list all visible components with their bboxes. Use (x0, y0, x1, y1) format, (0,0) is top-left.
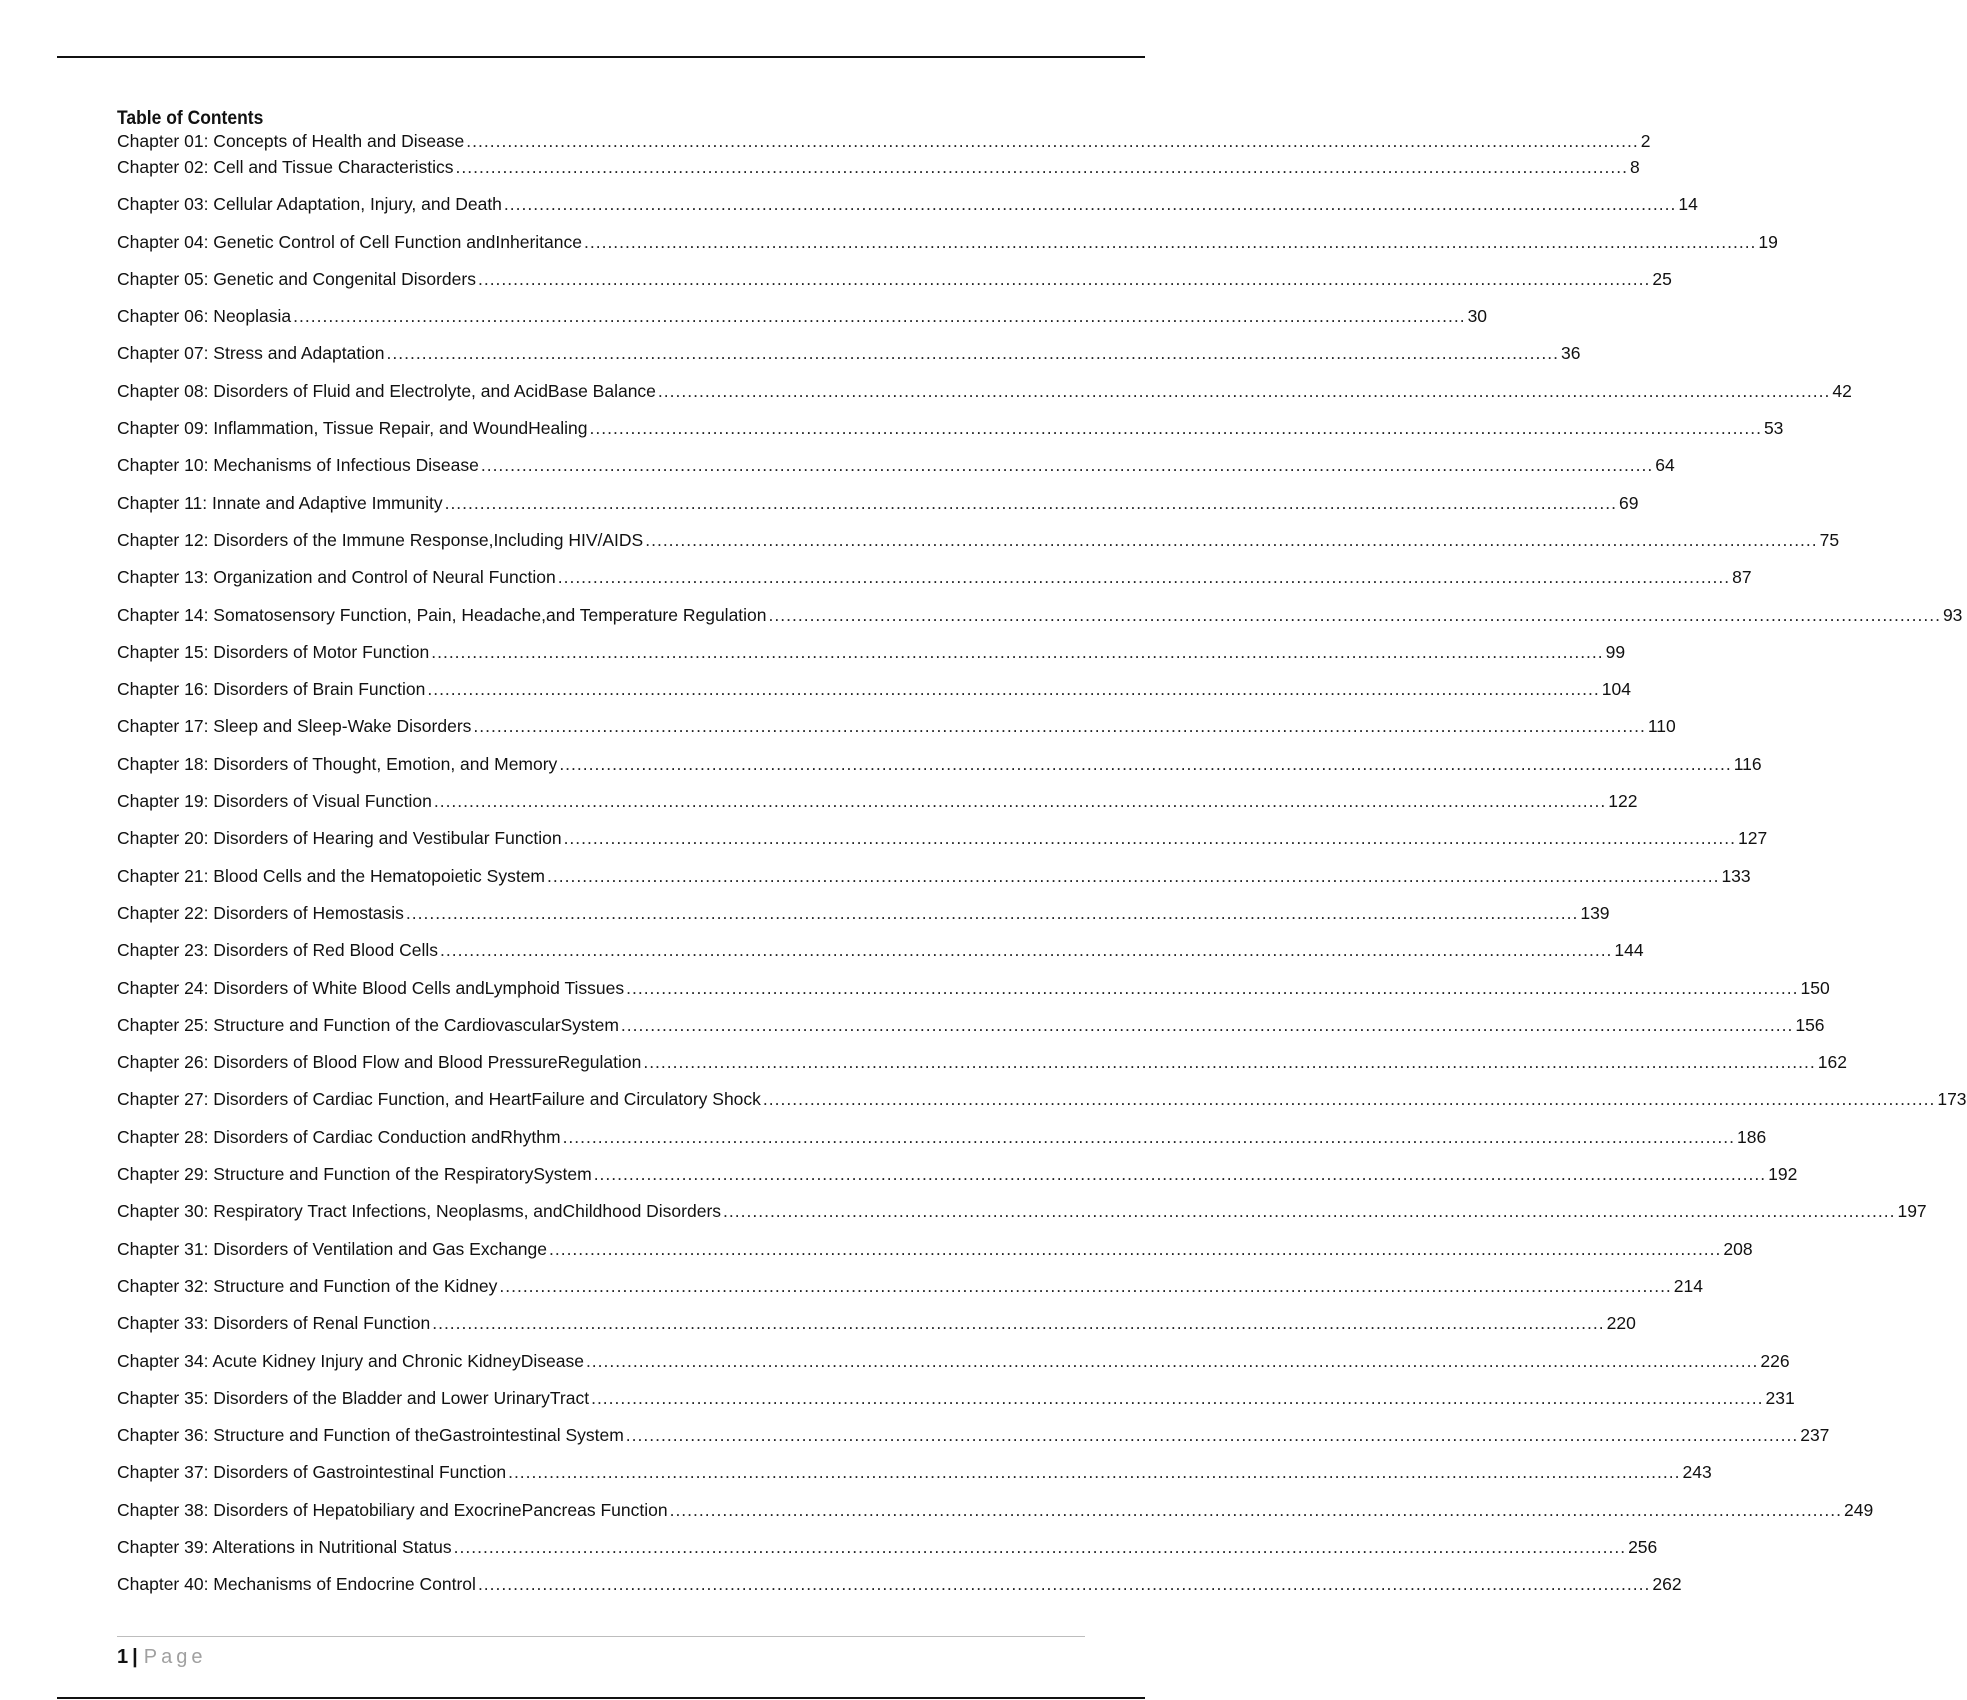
toc-entry[interactable] (117, 1014, 1825, 1051)
toc-entry-page-number: 127 (1737, 828, 1768, 849)
dot-leader (547, 865, 1719, 887)
toc-entry-page-number: 144 (1614, 940, 1644, 961)
toc-entry[interactable] (117, 1536, 1658, 1573)
toc-entry-label: Chapter 04: Genetic Control of Cell Function andInheritance (117, 231, 582, 252)
toc-entry-label: Chapter 01: Concepts of Health and Disease (117, 131, 465, 151)
toc-entry-page-number: 30 (1467, 306, 1488, 327)
toc-title: Table of Contents (117, 108, 264, 129)
toc-entry-page-number: 25 (1652, 268, 1672, 289)
toc-entry-label: Chapter 12: Disorders of the Immune Response,Including HIV/AIDS (117, 529, 644, 550)
toc-entry-label: Chapter 09: Inflammation, Tissue Repair, and WoundHealing (117, 418, 588, 439)
dot-leader (558, 566, 1730, 588)
footer-rule (117, 1636, 1085, 1637)
dot-leader (508, 1461, 1680, 1483)
toc-entry-label: Chapter 03: Cellular Adaptation, Injury, and Death (117, 194, 502, 215)
toc-entry-label: Chapter 18: Disorders of Thought, Emotion, and Memory (117, 753, 558, 774)
toc-entry[interactable] (117, 417, 1784, 454)
toc-entry-page-number: 104 (1601, 679, 1631, 700)
toc-entry-label: Chapter 13: Organization and Control of Neural Function (117, 567, 556, 588)
toc-entry[interactable] (117, 305, 1488, 342)
toc-entry-label: Chapter 31: Disorders of Ventilation and Gas Exchange (117, 1238, 547, 1259)
toc-entry[interactable] (117, 678, 1631, 715)
dot-leader (499, 1275, 1671, 1297)
toc-entry[interactable] (117, 1275, 1703, 1312)
toc-entry[interactable] (117, 130, 1651, 156)
toc-entry-label: Chapter 23: Disorders of Red Blood Cells (117, 940, 438, 961)
toc-entry[interactable] (117, 380, 1852, 417)
toc-entry-page-number: 93 (1942, 604, 1963, 625)
toc-entry-page-number: 42 (1832, 380, 1852, 401)
toc-entry[interactable] (117, 865, 1751, 902)
dot-leader (670, 1499, 1842, 1521)
toc-entry[interactable] (117, 604, 1963, 641)
page-label: Page (143, 1646, 207, 1668)
dot-leader (481, 454, 1653, 476)
toc-entry-label: Chapter 40: Mechanisms of Endocrine Control (117, 1574, 476, 1595)
toc-entry-label: Chapter 19: Disorders of Visual Function (117, 791, 432, 812)
dot-leader (427, 678, 1599, 700)
toc-entry[interactable] (117, 529, 1840, 566)
toc-entry-label: Chapter 15: Disorders of Motor Function (117, 641, 430, 662)
dot-leader (563, 1126, 1735, 1148)
dot-leader (658, 380, 1830, 402)
table-of-contents (117, 108, 1967, 1611)
footer-bottom-rule (57, 1697, 1145, 1699)
toc-entry[interactable] (117, 231, 1778, 268)
dot-leader (454, 1536, 1626, 1558)
toc-entry-page-number: 243 (1682, 1462, 1712, 1483)
toc-entry-page-number: 197 (1897, 1201, 1927, 1222)
toc-entry-page-number: 231 (1765, 1387, 1795, 1408)
toc-entry-label: Chapter 20: Disorders of Hearing and Vestibular Function (117, 828, 562, 849)
toc-entry[interactable] (117, 1387, 1795, 1424)
toc-entry-page-number: 133 (1721, 865, 1751, 886)
toc-entry-page-number: 8 (1629, 157, 1640, 177)
toc-entry[interactable] (117, 753, 1762, 790)
dot-leader (591, 1387, 1763, 1409)
toc-entry-label: Chapter 07: Stress and Adaptation (117, 343, 385, 364)
toc-entry-label: Chapter 02: Cell and Tissue Characteristics (117, 157, 454, 177)
toc-entry[interactable] (117, 193, 1698, 230)
toc-entry-label: Chapter 25: Structure and Function of the CardiovascularSystem (117, 1014, 619, 1035)
dot-leader (621, 1014, 1793, 1036)
toc-entry-page-number: 64 (1655, 455, 1675, 476)
toc-entry[interactable] (117, 566, 1752, 603)
dot-leader (584, 231, 1756, 253)
toc-entry[interactable] (117, 790, 1638, 827)
dot-leader (434, 790, 1606, 812)
toc-entry[interactable] (117, 1499, 1874, 1536)
toc-entry-page-number: 208 (1723, 1238, 1753, 1259)
toc-entry[interactable] (117, 1088, 1967, 1125)
toc-entry-label: Chapter 39: Alterations in Nutritional Status (117, 1536, 452, 1557)
dot-leader (387, 342, 1559, 364)
dot-leader (445, 492, 1617, 514)
dot-leader (645, 529, 1817, 551)
dot-leader (723, 1200, 1895, 1222)
toc-entry[interactable] (117, 1424, 1830, 1461)
header-rule (57, 56, 1145, 58)
toc-entry-label: Chapter 10: Mechanisms of Infectious Disease (117, 455, 479, 476)
toc-entry[interactable] (117, 342, 1581, 379)
toc-entry-label: Chapter 26: Disorders of Blood Flow and Blood PressureRegulation (117, 1052, 642, 1073)
dot-leader (466, 130, 1638, 152)
toc-entry-page-number: 19 (1758, 231, 1778, 252)
dot-leader (456, 156, 1628, 178)
dot-leader (549, 1238, 1721, 1260)
toc-entry-label: Chapter 29: Structure and Function of the RespiratorySystem (117, 1164, 592, 1185)
toc-entry[interactable] (117, 977, 1830, 1014)
dot-leader (431, 641, 1603, 663)
toc-list (117, 130, 1967, 1611)
dot-leader (626, 1424, 1798, 1446)
toc-entry[interactable] (117, 454, 1675, 491)
toc-entry[interactable] (117, 1051, 1847, 1088)
dot-leader (564, 827, 1736, 849)
toc-entry-page-number: 262 (1652, 1574, 1682, 1595)
toc-entry-page-number: 99 (1605, 641, 1626, 662)
page-number: 1 (117, 1646, 129, 1668)
toc-entry-page-number: 116 (1733, 753, 1762, 774)
toc-entry-label: Chapter 27: Disorders of Cardiac Function, and HeartFailure and Circulatory Shock (117, 1089, 761, 1110)
toc-entry-page-number: 256 (1628, 1536, 1658, 1557)
dot-leader (590, 417, 1762, 439)
toc-entry-label: Chapter 35: Disorders of the Bladder and Lower UrinaryTract (117, 1387, 590, 1408)
toc-entry-label: Chapter 36: Structure and Function of theGastrointestinal System (117, 1425, 624, 1446)
toc-entry-page-number: 14 (1678, 194, 1698, 215)
dot-leader (478, 268, 1650, 290)
dot-leader (643, 1051, 1815, 1073)
dot-leader (559, 753, 1731, 775)
toc-entry-label: Chapter 38: Disorders of Hepatobiliary and ExocrinePancreas Function (117, 1499, 668, 1520)
toc-entry-page-number: 173 (1937, 1089, 1967, 1110)
toc-entry-page-number: 69 (1619, 492, 1639, 513)
dot-leader (440, 939, 1612, 961)
toc-entry-label: Chapter 22: Disorders of Hemostasis (117, 902, 404, 923)
toc-entry[interactable] (117, 1200, 1927, 1237)
toc-entry-label: Chapter 30: Respiratory Tract Infections, Neoplasms, andChildhood Disorders (117, 1201, 722, 1222)
toc-entry[interactable] (117, 268, 1672, 305)
toc-entry-label: Chapter 08: Disorders of Fluid and Electrolyte, and AcidBase Balance (117, 380, 656, 401)
toc-entry-page-number: 214 (1673, 1275, 1703, 1296)
dot-leader (293, 305, 1465, 327)
toc-entry-label: Chapter 16: Disorders of Brain Function (117, 679, 426, 700)
toc-entry[interactable] (117, 1312, 1636, 1349)
dot-leader (473, 715, 1645, 737)
toc-entry[interactable] (117, 492, 1639, 529)
toc-entry[interactable] (117, 1573, 1682, 1610)
footer-separator: | (132, 1646, 138, 1668)
toc-entry-label: Chapter 21: Blood Cells and the Hematopoietic System (117, 865, 546, 886)
page-footer (117, 1645, 206, 1669)
toc-entry[interactable] (117, 641, 1626, 678)
toc-entry-label: Chapter 32: Structure and Function of the Kidney (117, 1275, 498, 1296)
toc-entry-page-number: 2 (1640, 131, 1651, 151)
dot-leader (594, 1163, 1766, 1185)
toc-entry-label: Chapter 06: Neoplasia (117, 306, 292, 327)
toc-entry-page-number: 162 (1817, 1052, 1847, 1073)
dot-leader (504, 193, 1676, 215)
toc-entry[interactable] (117, 1163, 1798, 1200)
toc-entry-label: Chapter 05: Genetic and Congenital Disorders (117, 268, 476, 289)
dot-leader (478, 1573, 1650, 1595)
toc-entry-label: Chapter 37: Disorders of Gastrointestinal Function (117, 1462, 507, 1483)
dot-leader (406, 902, 1578, 924)
toc-entry[interactable] (117, 827, 1768, 864)
dot-leader (432, 1312, 1604, 1334)
toc-entry-page-number: 139 (1580, 902, 1610, 923)
toc-entry[interactable] (117, 1238, 1753, 1275)
toc-entry-label: Chapter 17: Sleep and Sleep-Wake Disorders (117, 716, 472, 737)
toc-entry-label: Chapter 14: Somatosensory Function, Pain, Headache,and Temperature Regulation (117, 604, 767, 625)
toc-entry-page-number: 226 (1760, 1350, 1790, 1371)
toc-entry-label: Chapter 11: Innate and Adaptive Immunity (117, 492, 443, 513)
toc-entry[interactable] (117, 156, 1640, 193)
dot-leader (586, 1350, 1758, 1372)
toc-entry-page-number: 36 (1560, 343, 1581, 364)
toc-entry-page-number: 156 (1795, 1014, 1825, 1035)
toc-entry-page-number: 237 (1800, 1425, 1830, 1446)
toc-entry-label: Chapter 34: Acute Kidney Injury and Chronic KidneyDisease (117, 1350, 584, 1371)
toc-entry-page-number: 87 (1732, 567, 1752, 588)
toc-entry-page-number: 150 (1800, 977, 1830, 998)
toc-entry-page-number: 220 (1606, 1313, 1636, 1334)
toc-entry-label: Chapter 24: Disorders of White Blood Cells andLymphoid Tissues (117, 977, 625, 998)
toc-entry-label: Chapter 28: Disorders of Cardiac Conduction andRhythm (117, 1126, 561, 1147)
dot-leader (769, 604, 1941, 626)
toc-entry-page-number: 186 (1736, 1126, 1767, 1147)
toc-entry-label: Chapter 33: Disorders of Renal Function (117, 1313, 431, 1334)
toc-entry-page-number: 122 (1608, 791, 1638, 812)
toc-entry-page-number: 192 (1768, 1164, 1798, 1185)
toc-entry-page-number: 110 (1647, 716, 1676, 737)
toc-entry[interactable] (117, 1350, 1790, 1387)
toc-entry[interactable] (117, 715, 1676, 752)
toc-entry[interactable] (117, 902, 1610, 939)
dot-leader (763, 1088, 1935, 1110)
toc-entry[interactable] (117, 1126, 1767, 1163)
dot-leader (626, 977, 1798, 999)
toc-entry-page-number: 249 (1844, 1499, 1874, 1520)
toc-entry-page-number: 75 (1819, 529, 1840, 550)
toc-entry[interactable] (117, 1461, 1712, 1498)
toc-entry[interactable] (117, 939, 1644, 976)
toc-entry-page-number: 53 (1763, 418, 1784, 439)
